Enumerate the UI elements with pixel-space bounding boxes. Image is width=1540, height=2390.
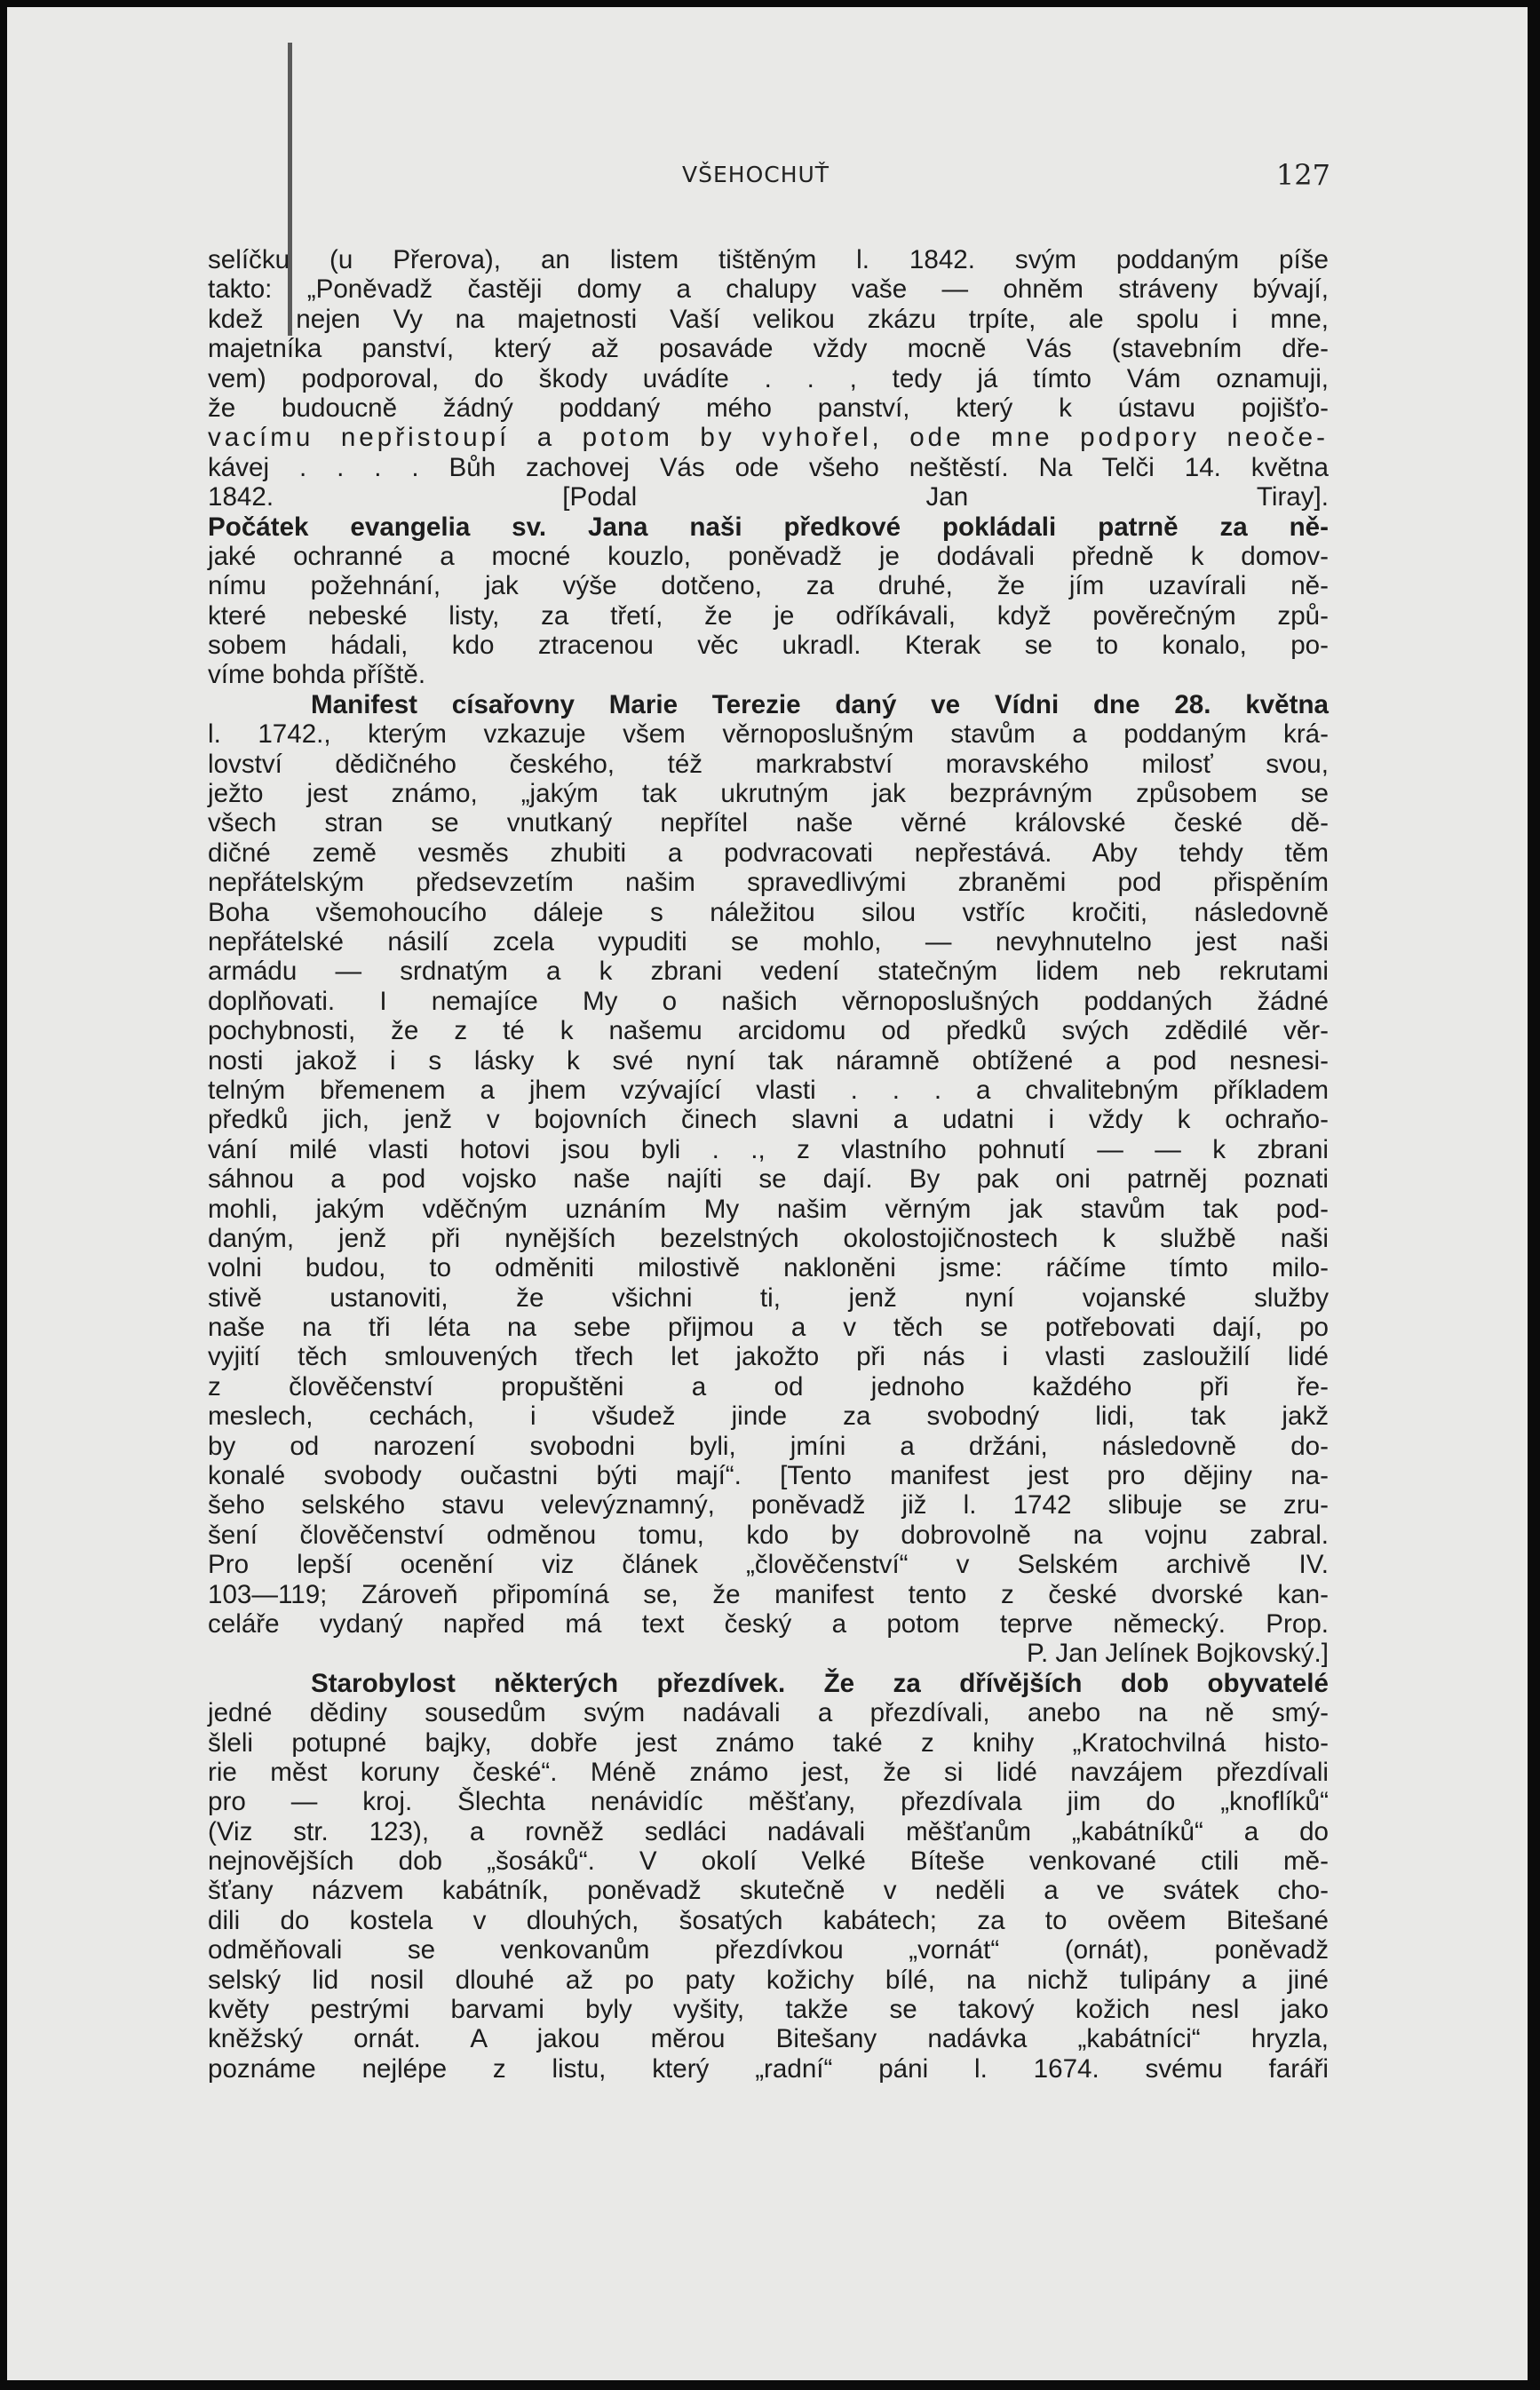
text-line: daným, jenž při nynějších bezelstných okolostojičnostech k službě naši bbox=[208, 1223, 1329, 1253]
text-line: dili do kostela v dlouhých, šosatých kabátech; za to ověem Bitešané bbox=[208, 1905, 1329, 1935]
text-line: odměňovali se venkovanům přezdívkou „vornát“ (ornát), poněvadž bbox=[208, 1935, 1329, 1965]
text-line: 103—119; Zároveň připomíná se, že manifest tento z české dvorské kan- bbox=[208, 1579, 1329, 1609]
text-line: rie měst koruny české“. Méně známo jest, že si lidé navzájem přezdívali bbox=[208, 1757, 1329, 1787]
text-line: pochybnosti, že z té k našemu arcidomu od předků svých zdědilé věr- bbox=[208, 1016, 1329, 1046]
text-line: stivě ustanoviti, že všichni ti, jenž nyní vojanské služby bbox=[208, 1282, 1329, 1313]
text-line: (Viz str. 123), a rovněž sedláci nadávali měšťanům „kabátníků“ a do bbox=[208, 1816, 1329, 1846]
text-line: víme bohda příště. bbox=[208, 660, 426, 690]
text-line: nepřátelské násilí zcela vypuditi se mohlo, — nevyhnutelno jest naši bbox=[208, 926, 1329, 957]
section-heading-line: Počátek evangelia sv. Jana naši předkové pokládali patrně za ně- bbox=[208, 512, 1329, 542]
book-page bbox=[7, 7, 1528, 2380]
text-line: nosti jakož i s lásky k své nyní tak náramně obtížené a pod nesnesi- bbox=[208, 1045, 1329, 1076]
text-line: nepřátelským předsevzetím našim spravedlivými zbraněmi pod přispěním bbox=[208, 868, 1329, 898]
text-line: mohli, jakým vděčným uznáním My našim věrným jak stavům tak pod- bbox=[208, 1194, 1329, 1224]
text-line: šleli potupné bajky, dobře jest známo také z knihy „Kratochvilná histo- bbox=[208, 1727, 1329, 1758]
text-line: pro — kroj. Šlechta nenávidíc měšťany, přezdívala jim do „knoflíků“ bbox=[208, 1787, 1329, 1817]
text-line: kávej . . . . Bůh zachovej Vás ode všeho neštěstí. Na Telči 14. května bbox=[208, 452, 1329, 482]
text-line: celáře vydaný napřed má text český a potom teprve německý. Prop. bbox=[208, 1608, 1329, 1639]
text-line: lovství dědičného českého, též markrabství moravského milosť svou, bbox=[208, 749, 1329, 779]
text-line: majetníka panství, který až posaváde vždy mocně Vás (stavebním dře- bbox=[208, 334, 1329, 364]
text-line: selský lid nosil dlouhé až po paty kožichy bílé, na nichž tulipány a jiné bbox=[208, 1965, 1329, 1995]
text-line: volni budou, to odměniti milostivě nakloněni jsme: ráčíme tímto milo- bbox=[208, 1253, 1329, 1283]
text-line: meslech, cechách, i všudež jinde za svobodný lidi, tak jakž bbox=[208, 1401, 1329, 1432]
text-line: armádu — srdnatým a k zbrani vedení statečným lidem neb rekrutami bbox=[208, 957, 1329, 987]
page-number: 127 bbox=[1275, 158, 1330, 192]
text-line: P. Jan Jelínek Bojkovský.] bbox=[1027, 1639, 1329, 1669]
text-line: šťany názvem kabátník, poněvadž skutečně v neděli a ve svátek cho- bbox=[208, 1876, 1329, 1906]
text-line: které nebeské listy, za třetí, že je odříkávali, když pověrečným způ- bbox=[208, 600, 1329, 631]
text-line: vacímu nepřistoupí a potom by vyhořel, ode mne podpory neoče- bbox=[208, 423, 1329, 453]
text-line: dičné země vesměs zhubiti a podvracovati nepřestává. Aby tehdy těm bbox=[208, 838, 1329, 868]
text-line: nejnovějších dob „šosáků“. V okolí Velké Bíteše venkované ctili mě- bbox=[208, 1846, 1329, 1877]
text-line: nímu požehnání, jak výše dotčeno, za druhé, že jím uzavírali ně- bbox=[208, 571, 1329, 601]
text-line: jedné dědiny sousedům svým nadávali a přezdívali, anebo na ně smý- bbox=[208, 1698, 1329, 1728]
text-line: vyjití těch smlouvených třech let jakožto při nás i vlasti zasloužilí lidé bbox=[208, 1342, 1329, 1372]
text-line: takto: „Poněvadž častěji domy a chalupy vaše — ohněm stráveny bývají, bbox=[208, 274, 1329, 305]
text-line: že budoucně žádný poddaný mého panství, který k ústavu pojišťo- bbox=[208, 393, 1329, 423]
section-heading-line: Starobylost některých přezdívek. Že za dřívějších dob obyvatelé bbox=[311, 1668, 1329, 1698]
text-line: jaké ochranné a mocné kouzlo, poněvadž je dodávali předně k domov- bbox=[208, 541, 1329, 571]
section-heading-line: Manifest císařovny Marie Terezie daný ve Vídni dne 28. května bbox=[311, 689, 1329, 719]
text-line: doplňovati. I nemajíce My o našich věrnoposlušných poddaných žádné bbox=[208, 986, 1329, 1016]
running-title: VŠEHOCHUŤ bbox=[682, 162, 830, 187]
body-text bbox=[208, 245, 1329, 2084]
text-line: sáhnou a pod vojsko naše najíti se dají. By pak oni patrněj poznati bbox=[208, 1164, 1329, 1195]
text-line: vem) podporoval, do škody uvádíte . . , tedy já tímto Vám oznamuji, bbox=[208, 363, 1329, 393]
text-line: konalé svobody oučastni býti mají“. [Tento manifest jest pro dějiny na- bbox=[208, 1461, 1329, 1491]
text-line: naše na tři léta na sebe přijmou a v těch se potřebovati dají, po bbox=[208, 1313, 1329, 1343]
text-line: kněžský ornát. A jakou měrou Bitešany nadávka „kabátníci“ hryzla, bbox=[208, 2024, 1329, 2054]
text-line: poznáme nejlépe z listu, který „radní“ páni l. 1674. svému faráři bbox=[208, 2053, 1329, 2084]
text-line: by od narození svobodni byli, jmíni a držáni, následovně do- bbox=[208, 1431, 1329, 1461]
text-line: l. 1742., kterým vzkazuje všem věrnoposlušným stavům a poddaným krá- bbox=[208, 719, 1329, 750]
text-line: telným břemenem a jhem vzývající vlasti . . . a chvalitebným příkladem bbox=[208, 1075, 1329, 1105]
text-line: Boha všemohoucího dáleje s náležitou silou vstříc kročiti, následovně bbox=[208, 897, 1329, 927]
text-line: předků jich, jenž v bojovních činech slavni a udatni i vždy k ochraňo- bbox=[208, 1105, 1329, 1135]
text-line: sobem hádali, kdo ztracenou věc ukradl. Kterak se to konalo, po- bbox=[208, 631, 1329, 661]
text-line: z člověčenství propuštěni a od jednoho každého při ře- bbox=[208, 1371, 1329, 1401]
text-line: vání milé vlasti hotovi jsou byli . ., z vlastního pohnutí — — k zbrani bbox=[208, 1134, 1329, 1164]
text-line: kdež nejen Vy na majetnosti Vaší velikou zkázu trpíte, ale spolu i mne, bbox=[208, 304, 1329, 334]
text-line: květy pestrými barvami byly vyšity, takže se takový kožich nesl jako bbox=[208, 1995, 1329, 2025]
text-line: šeho selského stavu velevýznamný, poněvadž již l. 1742 slibuje se zru- bbox=[208, 1490, 1329, 1521]
text-line: selíčku (u Přerova), an listem tištěným l. 1842. svým poddaným píše bbox=[208, 245, 1329, 274]
text-line: všech stran se vnutkaný nepřítel naše věrné královské české dě- bbox=[208, 808, 1329, 838]
text-line: šení člověčenství odměnou tomu, kdo by dobrovolně na vojnu zabral. bbox=[208, 1520, 1329, 1550]
page-header bbox=[7, 158, 1528, 194]
text-line: ježto jest známo, „jakým tak ukrutným jak bezprávným způsobem se bbox=[208, 779, 1329, 809]
text-line: Pro lepší ocenění viz článek „člověčenství“ v Selském archivě IV. bbox=[208, 1550, 1329, 1580]
text-line: 1842. [Podal Jan Tiray]. bbox=[208, 482, 1329, 512]
